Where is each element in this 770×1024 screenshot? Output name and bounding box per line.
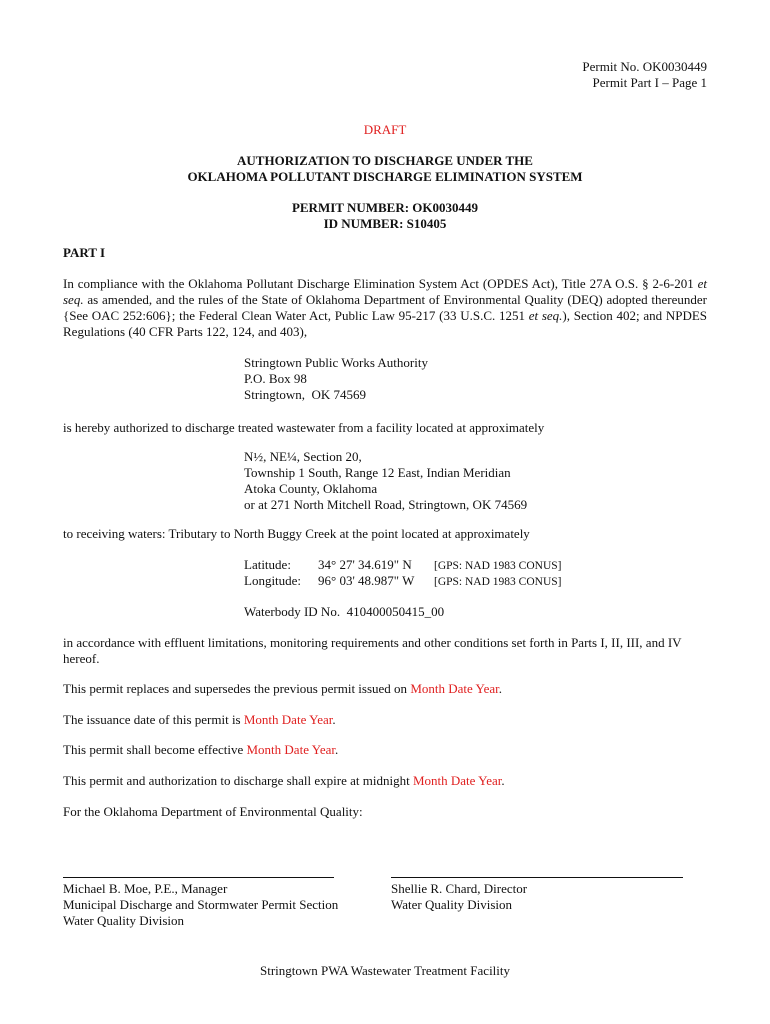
facility-location-line-1: N½, NE¼, Section 20, <box>244 449 362 464</box>
permittee-name: Stringtown Public Works Authority <box>244 355 428 370</box>
latitude-label: Latitude: <box>244 557 291 572</box>
footer-facility: Stringtown PWA Wastewater Treatment Facility <box>259 963 511 978</box>
title-line-1: AUTHORIZATION TO DISCHARGE UNDER THE <box>237 153 533 168</box>
left-signature-line <box>63 877 334 878</box>
waterbody-id: Waterbody ID No. 410400050415_00 <box>244 604 445 619</box>
permittee-city: Stringtown, OK 74569 <box>244 387 367 402</box>
longitude-value: 96° 03' 48.987" W <box>318 573 415 588</box>
facility-location-line-4: or at 271 North Mitchell Road, Stringtown, OK 74569 <box>244 497 528 512</box>
issuance-statement: The issuance date of this permit is Month Date Year. <box>63 712 336 727</box>
replaces-statement: This permit replaces and supersedes the previous permit issued on Month Date Year. <box>63 681 503 696</box>
permittee-box: P.O. Box 98 <box>244 371 307 386</box>
left-signer-division: Water Quality Division <box>63 913 184 928</box>
for-deq-text: For the Oklahoma Department of Environmental Quality: <box>63 804 363 819</box>
title-line-2: OKLAHOMA POLLUTANT DISCHARGE ELIMINATION SYSTEM <box>187 169 583 184</box>
replaces-date: Month Date Year <box>410 681 499 696</box>
left-signer-section: Municipal Discharge and Stormwater Permit Section <box>63 897 339 912</box>
id-number-title: ID NUMBER: S10405 <box>323 216 447 231</box>
left-signer-name: Michael B. Moe, P.E., Manager <box>63 881 228 896</box>
authorized-text: is hereby authorized to discharge treated wastewater from a facility located at approximately <box>63 420 545 435</box>
effective-date: Month Date Year <box>246 742 335 757</box>
receiving-waters-text: to receiving waters: Tributary to North Buggy Creek at the point located at approximately <box>63 526 530 541</box>
accordance-text: in accordance with effluent limitations, monitoring requirements and other conditions set forth in Parts I, II, III, and IV hereof. <box>63 635 682 666</box>
permit-number-title: PERMIT NUMBER: OK0030449 <box>291 200 479 215</box>
expiration-date: Month Date Year <box>412 773 502 788</box>
facility-location-line-3: Atoka County, Oklahoma <box>244 481 378 496</box>
permit-part-page: Permit Part I – Page 1 <box>592 75 707 90</box>
effective-statement: This permit shall become effective Month Date Year. <box>63 742 339 757</box>
intro-paragraph: In compliance with the Oklahoma Pollutant Discharge Elimination System Act (OPDES Act), Title 27A O.S. § 2-6-201 et seq. as amended, and the rules of the State of Oklahoma Department of Environmental Quality (DEQ) adopted thereunder {See OAC 252:606}; the Federal Clean Water Act, Public Law 95-217 (33 U.S.C. 1251 et seq.), Section 402; and NPDES Regulations (40 CFR Parts 122, 124, and 403), <box>63 276 707 339</box>
right-signer-name: Shellie R. Chard, Director <box>391 881 528 896</box>
expiration-statement: This permit and authorization to discharge shall expire at midnight Month Date Year. <box>63 773 505 788</box>
longitude-gps: [GPS: NAD 1983 CONUS] <box>434 576 562 588</box>
right-signature-line <box>391 877 683 878</box>
issuance-date: Month Date Year <box>243 712 333 727</box>
latitude-gps: [GPS: NAD 1983 CONUS] <box>434 560 562 572</box>
right-signer-division: Water Quality Division <box>391 897 512 912</box>
longitude-label: Longitude: <box>244 573 302 588</box>
permit-number-header: Permit No. OK0030449 <box>582 59 707 74</box>
draft-label: DRAFT <box>363 122 407 137</box>
facility-location-line-2: Township 1 South, Range 12 East, Indian Meridian <box>244 465 511 480</box>
part-heading: PART I <box>63 245 106 260</box>
latitude-value: 34° 27' 34.619" N <box>318 557 412 572</box>
